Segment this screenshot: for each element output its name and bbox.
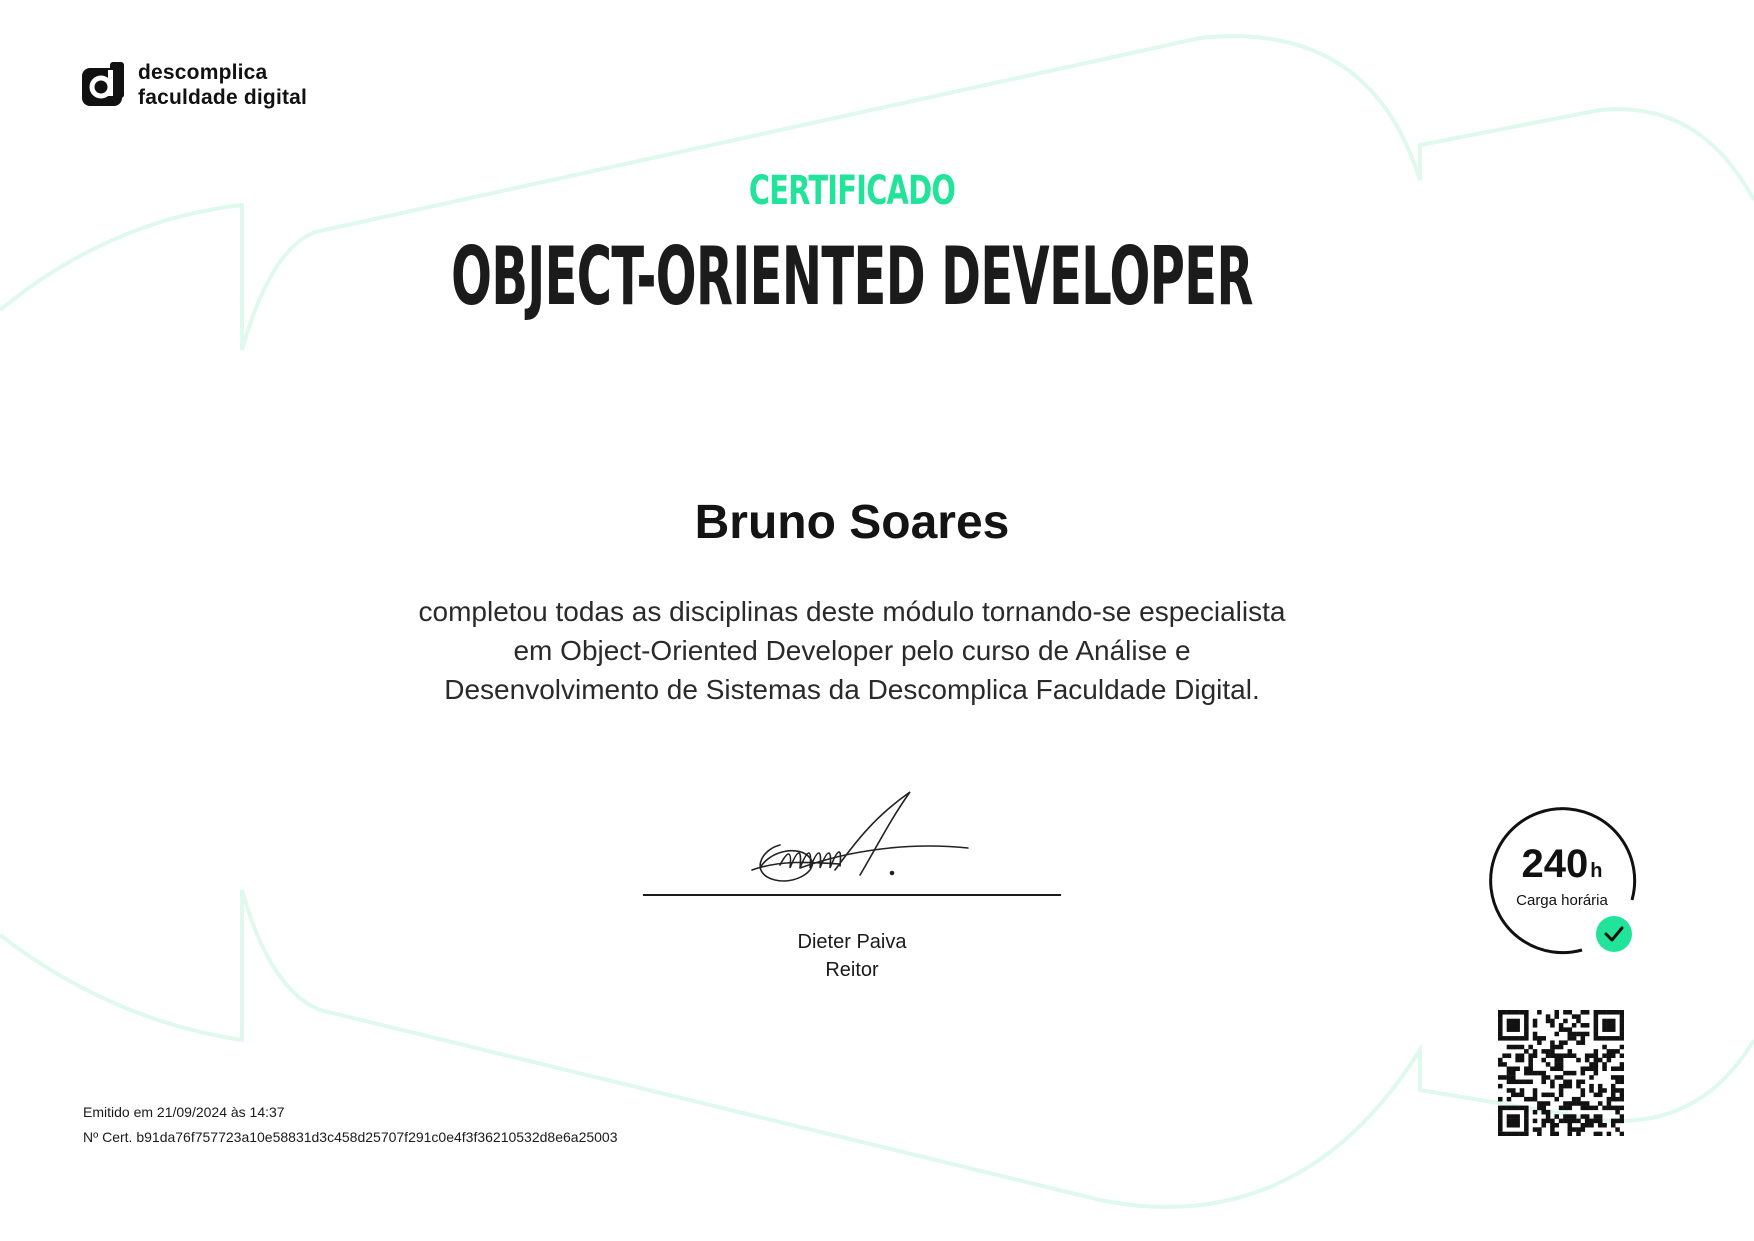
certificate-footer bbox=[83, 1100, 618, 1150]
certificate-title: OBJECT-ORIENTED DEVELOPER bbox=[451, 230, 1253, 323]
signatory-name: Dieter Paiva bbox=[797, 931, 907, 953]
description-line: Desenvolvimento de Sistemas da Descomplica Faculdade Digital. bbox=[444, 674, 1260, 705]
certificate-description bbox=[300, 592, 1404, 709]
description-line: em Object-Oriented Developer pelo curso de Análise e bbox=[513, 635, 1191, 666]
signature-line bbox=[643, 894, 1061, 896]
handwritten-signature bbox=[740, 790, 980, 910]
certificate-number: Nº Cert. b91da76f757723a10e58831d3c458d25707f291c0e4f3f36210532d8e6a25003 bbox=[83, 1129, 618, 1145]
workload-unit: h bbox=[1590, 860, 1603, 882]
signatory-role: Reitor bbox=[825, 959, 879, 981]
workload-label: Carga horária bbox=[1516, 892, 1608, 909]
logo-text bbox=[138, 60, 307, 110]
workload-badge bbox=[1486, 804, 1638, 956]
signatory bbox=[0, 928, 1704, 984]
issued-date: Emitido em 21/09/2024 às 14:37 bbox=[83, 1104, 285, 1120]
certificate-label: CERTIFICADO bbox=[748, 168, 956, 214]
qr-code-icon[interactable] bbox=[1498, 1010, 1624, 1136]
recipient-name: Bruno Soares bbox=[694, 496, 1010, 549]
logo bbox=[82, 60, 307, 110]
description-line: completou todas as disciplinas deste módulo tornando-se especialista bbox=[418, 596, 1286, 627]
workload-value bbox=[1486, 842, 1638, 887]
workload-number: 240 bbox=[1521, 842, 1589, 886]
check-circle-icon bbox=[1596, 916, 1632, 952]
logo-line-2: faculdade digital bbox=[138, 86, 308, 109]
descomplica-d-icon bbox=[82, 62, 126, 108]
logo-line-1: descomplica bbox=[138, 61, 268, 84]
